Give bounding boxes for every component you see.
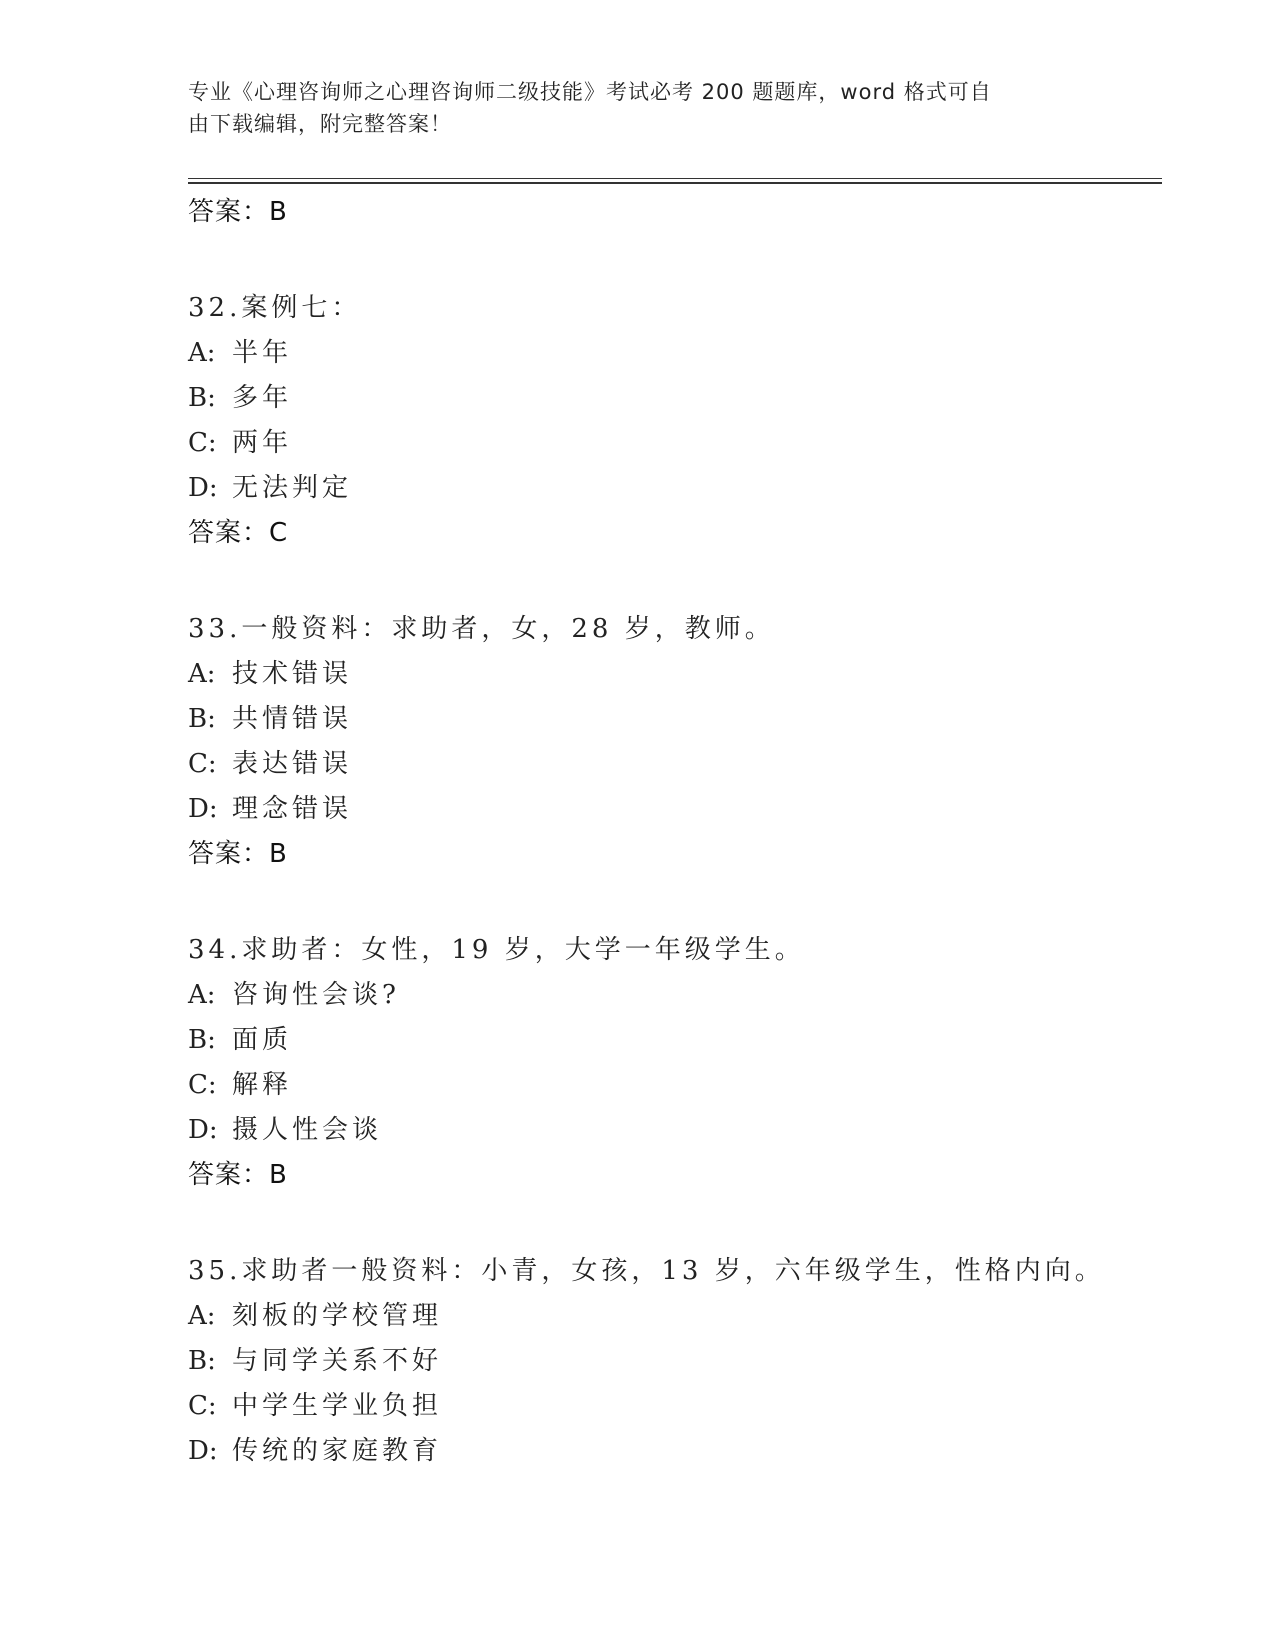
spacer bbox=[188, 234, 1162, 286]
question-stem-32: 32.案例七： bbox=[188, 293, 362, 323]
option-34-a bbox=[188, 973, 1162, 1018]
option-33-d bbox=[188, 787, 1162, 832]
option-letter: B: bbox=[188, 1346, 216, 1376]
option-32-a bbox=[188, 331, 1162, 376]
header-divider-thin bbox=[188, 178, 1162, 179]
question-list bbox=[188, 190, 1162, 1474]
answer-line-prev: 答案：B bbox=[188, 197, 288, 227]
option-text: 与同学关系不好 bbox=[232, 1346, 443, 1376]
option-34-d bbox=[188, 1108, 1162, 1153]
option-letter: D: bbox=[188, 1115, 218, 1145]
option-letter: A: bbox=[188, 980, 216, 1010]
option-text: 解释 bbox=[232, 1070, 293, 1100]
option-35-a bbox=[188, 1294, 1162, 1339]
document-header bbox=[188, 76, 1088, 140]
option-letter: A: bbox=[188, 1301, 216, 1331]
option-text: 共情错误 bbox=[232, 704, 353, 734]
option-text: 咨询性会谈? bbox=[232, 980, 400, 1010]
option-33-c bbox=[188, 742, 1162, 787]
option-text: 传统的家庭教育 bbox=[232, 1436, 443, 1466]
option-letter: D: bbox=[188, 1436, 218, 1466]
option-32-c bbox=[188, 421, 1162, 466]
spacer bbox=[188, 1197, 1162, 1249]
option-letter: C: bbox=[188, 428, 217, 458]
option-letter: D: bbox=[188, 794, 218, 824]
option-text: 理念错误 bbox=[232, 794, 353, 824]
option-text: 中学生学业负担 bbox=[232, 1391, 443, 1421]
option-32-b bbox=[188, 376, 1162, 421]
question-stem-34: 34.求助者：女性，19 岁，大学一年级学生。 bbox=[188, 935, 805, 965]
option-32-d bbox=[188, 466, 1162, 511]
option-35-d bbox=[188, 1429, 1162, 1474]
header-line-2: 由下载编辑，附完整答案！ bbox=[188, 112, 452, 136]
option-letter: B: bbox=[188, 704, 216, 734]
option-text: 面质 bbox=[232, 1025, 293, 1055]
option-text: 无法判定 bbox=[232, 473, 353, 503]
option-letter: B: bbox=[188, 1025, 216, 1055]
option-35-c bbox=[188, 1384, 1162, 1429]
option-text: 表达错误 bbox=[232, 749, 353, 779]
option-text: 摄人性会谈 bbox=[232, 1115, 383, 1145]
answer-line-34: 答案：B bbox=[188, 1160, 288, 1190]
option-letter: D: bbox=[188, 473, 218, 503]
header-line-1: 专业《心理咨询师之心理咨询师二级技能》考试必考 200 题题库，word 格式可自 bbox=[188, 80, 992, 104]
option-text: 技术错误 bbox=[232, 659, 353, 689]
option-35-b bbox=[188, 1339, 1162, 1384]
option-letter: C: bbox=[188, 749, 217, 779]
option-text: 半年 bbox=[232, 338, 293, 368]
option-text: 刻板的学校管理 bbox=[232, 1301, 443, 1331]
answer-line-33: 答案：B bbox=[188, 839, 288, 869]
option-letter: B: bbox=[188, 383, 216, 413]
spacer bbox=[188, 555, 1162, 607]
answer-line-32: 答案：C bbox=[188, 518, 289, 548]
option-34-c bbox=[188, 1063, 1162, 1108]
option-34-b bbox=[188, 1018, 1162, 1063]
header-divider-thick bbox=[188, 182, 1162, 184]
option-text: 多年 bbox=[232, 383, 293, 413]
option-letter: C: bbox=[188, 1391, 217, 1421]
option-33-a bbox=[188, 652, 1162, 697]
spacer bbox=[188, 876, 1162, 928]
question-stem-33: 33.一般资料：求助者，女，28 岁，教师。 bbox=[188, 614, 775, 644]
option-letter: A: bbox=[188, 659, 216, 689]
question-stem-35: 35.求助者一般资料：小青，女孩，13 岁，六年级学生，性格内向。 bbox=[188, 1256, 1105, 1286]
option-text: 两年 bbox=[232, 428, 293, 458]
option-33-b bbox=[188, 697, 1162, 742]
option-letter: A: bbox=[188, 338, 216, 368]
option-letter: C: bbox=[188, 1070, 217, 1100]
